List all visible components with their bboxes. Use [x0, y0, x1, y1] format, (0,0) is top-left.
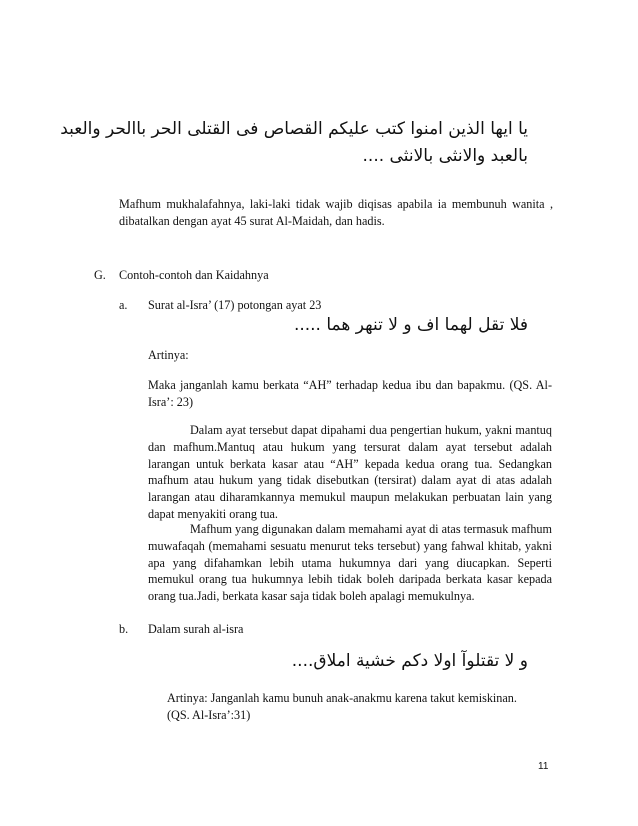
item-a-paragraph-1: Dalam ayat tersebut dapat dipahami dua pengertian hukum, yakni mantuq dan mafhum.Mantuq atau hukum yang tersurat dalam ayat tersebut adalah larangan untuk berkata kasar atau “AH” kepada kedua orang tua. Sedangkan mafhum atau hukum yang tidak disebutkan (tersirat) dalam ayat di atas adalah larangan atau diharamkannya memukul maupun melakukan perbuatan lain yang dapat menyakiti orang tua. — [148, 423, 552, 521]
item-b-arabic-verse: و لا تقتلوآ اولا دكم خشية املاق.... — [291, 651, 528, 671]
section-letter: G. — [94, 268, 106, 282]
arabic-verse-line-1: يا ايها الذين امنوا كتب عليكم القصاص فى القتلى الحر باالحر والعبد — [60, 119, 528, 139]
item-b-artinya-line-1: Artinya: Janganlah kamu bunuh anak-anakmu karena takut kemiskinan. — [167, 691, 517, 705]
item-a-label: Surat al-Isra’ (17) potongan ayat 23 — [148, 298, 322, 312]
arabic-verse-line-2: بالعبد والانثى بالانثى .... — [362, 146, 528, 166]
item-a-arabic-verse: فلا تقل لهما اف و لا تنهر هما ..... — [293, 315, 528, 335]
item-b-label: Dalam surah al-isra — [148, 622, 244, 636]
item-b-artinya-line-2: (QS. Al-Isra’:31) — [167, 708, 251, 722]
item-b-marker: b. — [119, 622, 129, 636]
page-number: 11 — [538, 761, 549, 772]
mafhum-paragraph: Mafhum mukhalafahnya, laki-laki tidak wajib diqisas apabila ia membunuh wanita , dibatalkan dengan ayat 45 surat Al-Maidah, dan hadis. — [119, 197, 553, 228]
item-a-artinya-label: Artinya: — [148, 348, 189, 362]
item-a-translation: Maka janganlah kamu berkata “AH” terhadap kedua ibu dan bapakmu. (QS. Al-Isra’: 23) — [148, 378, 552, 409]
item-a-marker: a. — [119, 298, 128, 312]
item-a-paragraph-2: Mafhum yang digunakan dalam memahami ayat di atas termasuk mafhum muwafaqah (memahami sesuatu menurut teks tersebut) yang fahwal khitab, yakni apa yang difahamkan lebih utama hukumnya dari yang diucapkan. Seperti memukul orang tua hukumnya lebih tidak boleh daripada berkata kasar kepada orang tua.Jadi, berkata kasar saja tidak boleh apalagi memukulnya. — [148, 522, 552, 604]
section-title: Contoh-contoh dan Kaidahnya — [119, 268, 269, 282]
